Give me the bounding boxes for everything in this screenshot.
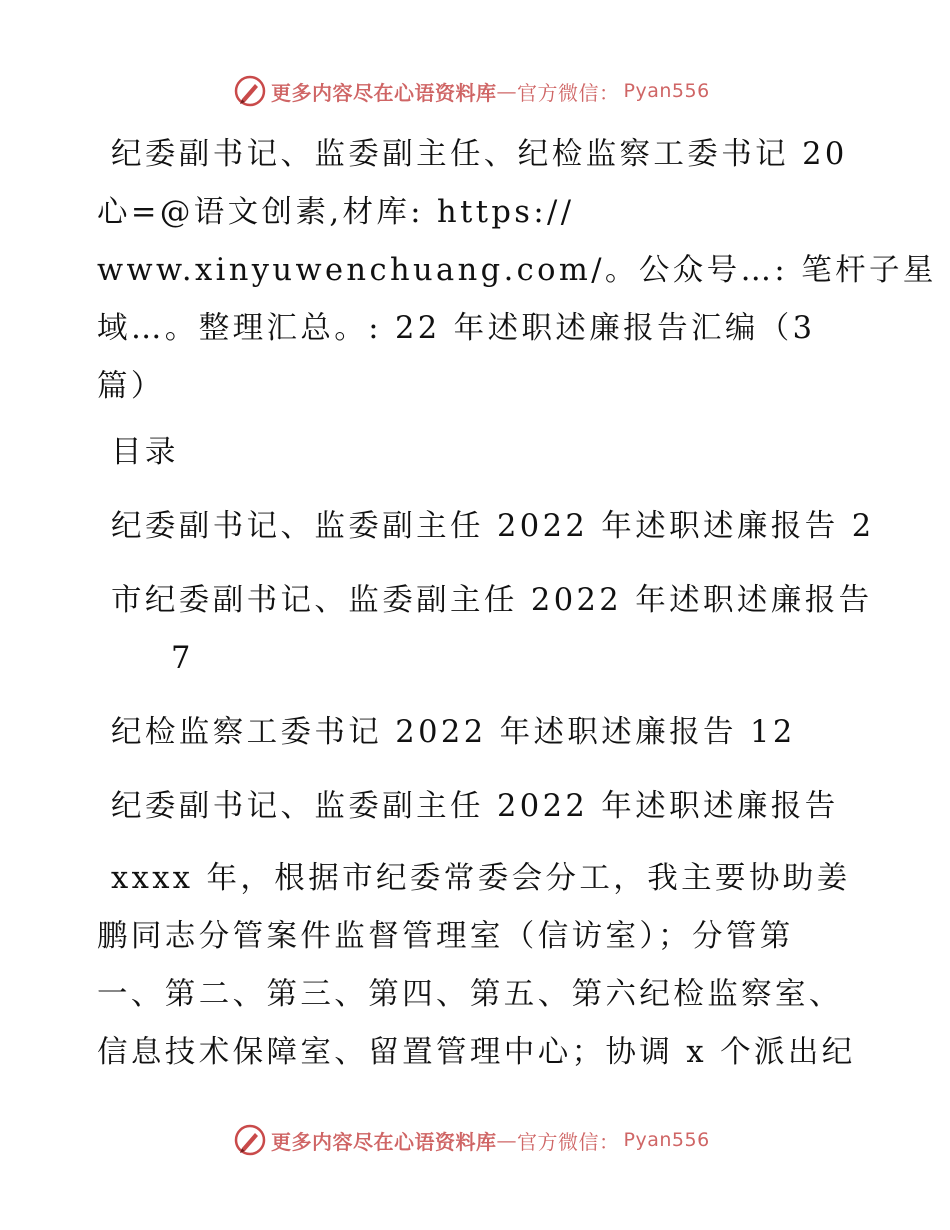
document-body (97, 126, 937, 1082)
banner-wechat-label: 官方微信： (517, 1129, 620, 1154)
footer-banner (233, 1120, 710, 1160)
toc-item (97, 572, 873, 688)
body-paragraph (97, 850, 857, 1082)
pen-logo-icon (233, 74, 267, 108)
heading-line: 域…。整理汇总。: 22 年述职述廉报告汇编（3 (97, 311, 816, 346)
paragraph-line: 鹏同志分管案件监督管理室（信访室）；分管第 (97, 919, 794, 954)
paragraph-line: 一、第二、第三、第四、第五、第六纪检监察室、 (97, 977, 843, 1012)
pen-logo-icon (233, 1123, 267, 1157)
banner-brand-text: 更多内容尽在心语资料库 (271, 80, 497, 105)
paragraph-line: xxxx 年，根据市纪委常委会分工，我主要协助姜 (111, 861, 851, 896)
toc-item-page: 12 (750, 715, 796, 750)
document-heading (97, 126, 937, 416)
heading-line: 心=@语文创素,材库: https:// (97, 195, 575, 230)
banner-wechat-label: 官方微信： (517, 80, 620, 105)
toc-title: 目录 (111, 435, 179, 470)
toc-item (97, 704, 857, 762)
section-title: 纪委副书记、监委副主任 2022 年述职述廉报告 (111, 789, 839, 824)
banner-wechat-id: Pyan556 (623, 1129, 710, 1151)
heading-line: 纪委副书记、监委副主任、纪检监察工委书记 20 (111, 137, 848, 172)
banner-separator: — (496, 79, 517, 103)
toc-item-page: 7 (171, 641, 194, 676)
heading-line: www.xinyuwenchuang.com/。公众号…: 笔杆子星 (97, 253, 937, 288)
toc-item-title: 市纪委副书记、监委副主任 2022 年述职述廉报告 (111, 583, 873, 618)
toc-item-page: 2 (851, 509, 875, 544)
banner-separator: — (496, 1128, 517, 1152)
heading-line: 篇） (97, 369, 165, 404)
banner-brand-text: 更多内容尽在心语资料库 (271, 1129, 497, 1154)
toc-item-title: 纪委副书记、监委副主任 2022 年述职述廉报告 (111, 509, 839, 544)
banner-wechat-id: Pyan556 (623, 80, 710, 102)
header-banner (233, 71, 710, 111)
toc-item-title: 纪检监察工委书记 2022 年述职述廉报告 (111, 715, 737, 750)
paragraph-line: 信息技术保障室、留置管理中心；协调 x 个派出纪 (97, 1035, 856, 1070)
toc-item (97, 498, 875, 556)
